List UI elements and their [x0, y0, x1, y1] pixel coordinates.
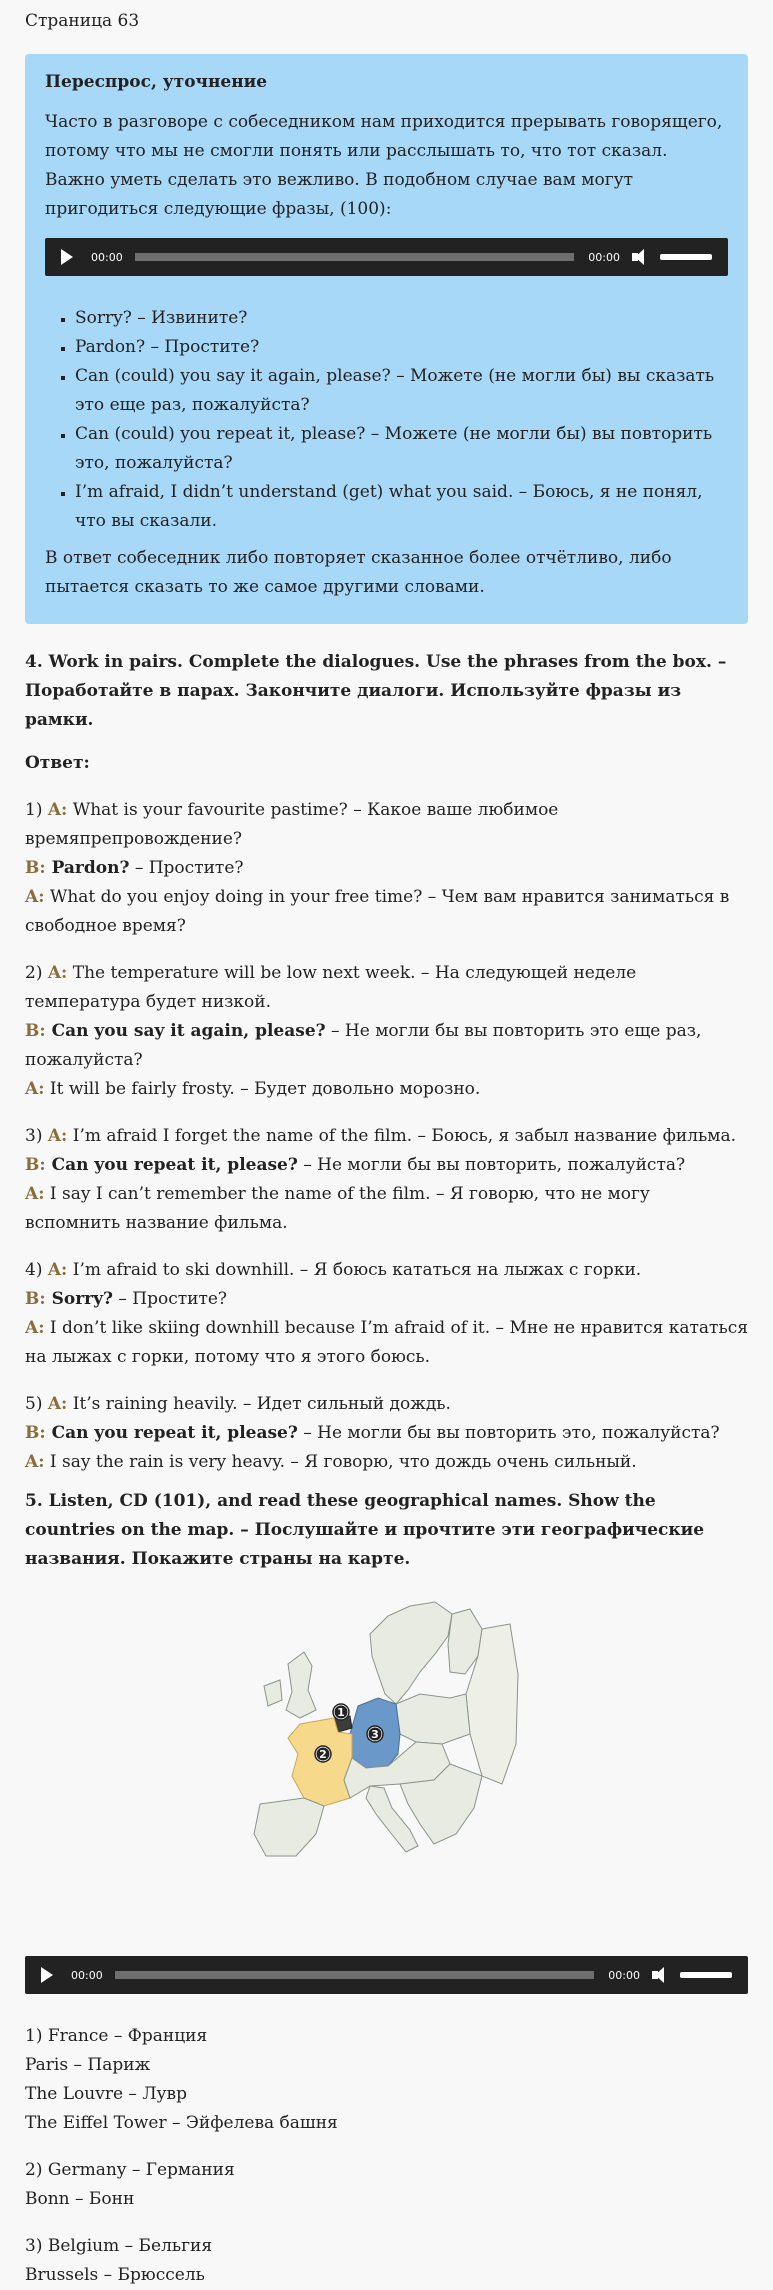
- answer-phrase: Can you repeat it, please?: [45, 1155, 298, 1175]
- volume-slider[interactable]: [680, 1972, 732, 1978]
- speaker-label: A:: [25, 1318, 45, 1338]
- audio-progress-bar[interactable]: [115, 1971, 595, 1979]
- dialog-number: 5): [25, 1394, 43, 1414]
- audio-duration: 00:00: [608, 1968, 640, 1982]
- play-icon[interactable]: [41, 1967, 53, 1983]
- dialog-line: – Не могли бы вы повторить, пожалуйста?: [297, 1155, 686, 1175]
- volume-icon[interactable]: [632, 249, 650, 265]
- info-box: [25, 54, 748, 624]
- dialog-line: I’m afraid I forget the name of the film. – Боюсь, я забыл название фильма.: [67, 1126, 737, 1146]
- audio-current-time: 00:00: [91, 250, 123, 264]
- answer-label: Ответ:: [25, 753, 90, 773]
- speaker-label: A:: [47, 963, 68, 983]
- speaker-label: B:: [25, 1289, 46, 1309]
- dialog: [25, 959, 748, 1104]
- name-item: The Eiffel Tower – Эйфелева башня: [25, 2113, 338, 2133]
- speaker-label: A:: [25, 1079, 45, 1099]
- audio-current-time: 00:00: [71, 1968, 103, 1982]
- map-marker-3: [367, 1726, 383, 1742]
- list-item: ▪ Can (could) you say it again, please? – Можете (не могли бы) вы сказать это еще раз, пожалуйста?: [75, 362, 728, 420]
- speaker-label: B:: [25, 858, 46, 878]
- dialog-line: – Не могли бы вы повторить это, пожалуйста?: [297, 1423, 720, 1443]
- map-region-ireland: [264, 1680, 282, 1706]
- dialog: [25, 1122, 748, 1238]
- answer-phrase: Pardon?: [45, 858, 130, 878]
- task-4-heading: 4. Work in pairs. Complete the dialogues. Use the phrases from the box. – Поработайте в парах. Закончите диалоги. Используйте фразы из рамки.: [25, 652, 727, 730]
- svg-text:1: 1: [337, 1706, 345, 1719]
- map-marker-2: [315, 1746, 331, 1762]
- page-number: Страница 63: [25, 11, 140, 31]
- play-icon[interactable]: [61, 249, 73, 265]
- name-group: [25, 2022, 748, 2138]
- europe-map: [25, 1594, 748, 1944]
- name-item: Brussels – Брюссель: [25, 2265, 205, 2285]
- task-5-heading: 5. Listen, CD (101), and read these geographical names. Show the countries on the map. – Послушайте и прочтите эти географические названия. Покажите страны на карте.: [25, 1491, 705, 1569]
- list-item: ▪ Sorry? – Извините?: [75, 304, 728, 333]
- audio-player-2: [25, 1956, 748, 1994]
- name-item: Bonn – Бонн: [25, 2189, 135, 2209]
- speaker-label: A:: [47, 1126, 68, 1146]
- dialog-line: What is your favourite pastime? – Какое ваше любимое времяпрепровождение?: [25, 800, 559, 849]
- dialog: [25, 1256, 748, 1372]
- dialog: [25, 1390, 748, 1477]
- dialog-number: 3): [25, 1126, 43, 1146]
- map-region-scandinavia: [370, 1602, 452, 1704]
- dialogs: [25, 796, 748, 1477]
- speaker-label: A:: [47, 1260, 68, 1280]
- speaker-label: A:: [47, 800, 68, 820]
- name-item: Paris – Париж: [25, 2055, 151, 2075]
- name-group: [25, 2232, 748, 2290]
- phrase-list: [45, 304, 728, 536]
- dialog-line: What do you enjoy doing in your free time? – Чем вам нравится заниматься в свободное время?: [25, 887, 730, 936]
- list-item: ▪ Pardon? – Простите?: [75, 333, 728, 362]
- dialog-line: I say I can’t remember the name of the film. – Я говорю, что не могу вспомнить название фильма.: [25, 1184, 650, 1233]
- dialog-number: 4): [25, 1260, 43, 1280]
- svg-text:2: 2: [319, 1748, 327, 1761]
- info-box-intro: Часто в разговоре с собеседником нам приходится прерывать говорящего, потому что мы не смогли понять или расслышать то, что тот сказал. Важно уметь сделать это вежливо. В подобном случае вам могут пригодиться следующие фразы, (100):: [45, 112, 723, 219]
- map-region-poland: [396, 1694, 470, 1744]
- name-group: [25, 2156, 748, 2214]
- speaker-label: A:: [47, 1394, 68, 1414]
- speaker-label: B:: [25, 1423, 46, 1443]
- name-item: 3) Belgium – Бельгия: [25, 2236, 213, 2256]
- speaker-label: A:: [25, 1452, 45, 1472]
- dialog-number: 2): [25, 963, 43, 983]
- dialog-number: 1): [25, 800, 43, 820]
- audio-player: [45, 238, 728, 276]
- speaker-label: A:: [25, 1184, 45, 1204]
- dialog-line: The temperature will be low next week. – На следующей неделе температура будет низкой.: [25, 963, 637, 1012]
- list-item: ▪ Can (could) you repeat it, please? – Можете (не могли бы) вы повторить это, пожалуйста?: [75, 420, 728, 478]
- dialog-line: – Простите?: [129, 858, 244, 878]
- list-item: ▪ I’m afraid, I didn’t understand (get) what you said. – Боюсь, я не понял, что вы сказали.: [75, 478, 728, 536]
- answer-phrase: Can you repeat it, please?: [45, 1423, 298, 1443]
- name-item: 1) France – Франция: [25, 2026, 208, 2046]
- geographical-names: [25, 2022, 748, 2290]
- dialog-line: It’s raining heavily. – Идет сильный дождь.: [67, 1394, 451, 1414]
- dialog-line: – Не могли бы вы повторить это еще раз, пожалуйста?: [25, 1021, 702, 1070]
- dialog-line: I’m afraid to ski downhill. – Я боюсь кататься на лыжах с горки.: [67, 1260, 642, 1280]
- dialog: [25, 796, 748, 941]
- svg-text:3: 3: [371, 1728, 379, 1741]
- info-box-title: Переспрос, уточнение: [45, 72, 268, 92]
- answer-phrase: Sorry?: [45, 1289, 113, 1309]
- audio-progress-bar[interactable]: [135, 253, 575, 261]
- volume-icon[interactable]: [652, 1967, 670, 1983]
- name-item: 2) Germany – Германия: [25, 2160, 235, 2180]
- map-region-uk: [286, 1652, 316, 1718]
- map-marker-1: [333, 1704, 349, 1720]
- europe-map-image: [220, 1594, 520, 1894]
- audio-duration: 00:00: [588, 250, 620, 264]
- volume-slider[interactable]: [660, 254, 712, 260]
- speaker-label: A:: [25, 887, 45, 907]
- info-box-outro: В ответ собеседник либо повторяет сказанное более отчётливо, либо пытается сказать то же самое другими словами.: [45, 548, 672, 597]
- dialog-line: I don’t like skiing downhill because I’m afraid of it. – Мне не нравится кататься на лыжах с горки, потому что я этого боюсь.: [25, 1318, 748, 1367]
- dialog-line: I say the rain is very heavy. – Я говорю, что дождь очень сильный.: [44, 1452, 637, 1472]
- dialog-line: It will be fairly frosty. – Будет довольно морозно.: [44, 1079, 481, 1099]
- map-region-iberia: [254, 1798, 324, 1856]
- dialog-line: – Простите?: [112, 1289, 228, 1309]
- speaker-label: B:: [25, 1155, 46, 1175]
- name-item: The Louvre – Лувр: [25, 2084, 187, 2104]
- answer-phrase: Can you say it again, please?: [45, 1021, 326, 1041]
- speaker-label: B:: [25, 1021, 46, 1041]
